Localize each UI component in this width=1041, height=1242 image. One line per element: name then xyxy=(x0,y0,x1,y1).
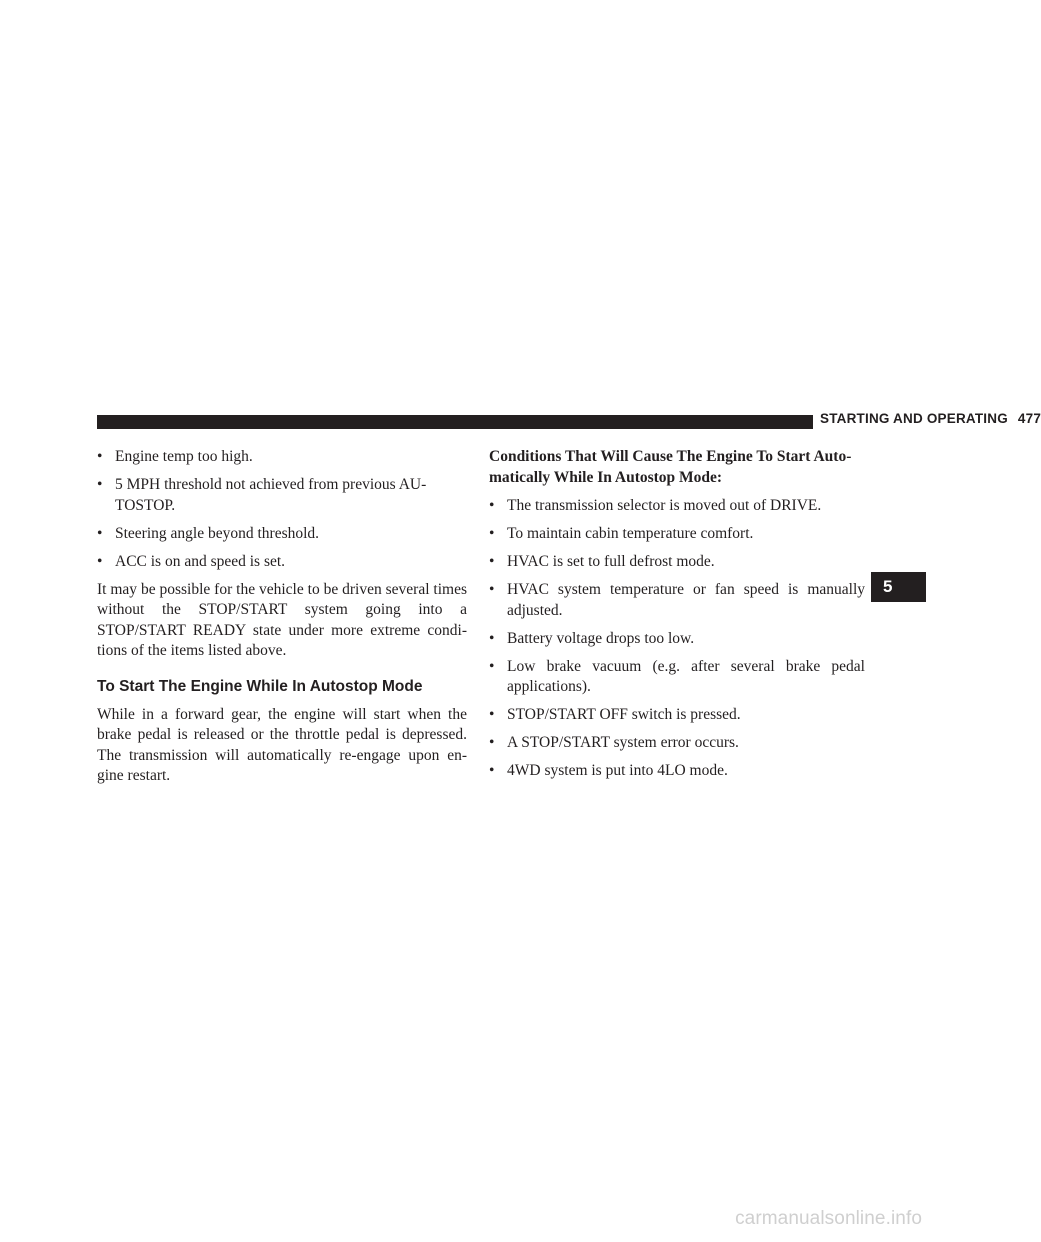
watermark: carmanualsonline.info xyxy=(735,1208,922,1229)
right-bullet-list xyxy=(489,496,865,782)
bullet-icon: • xyxy=(489,734,495,751)
list-item-text: To maintain cabin temperature comfort. xyxy=(507,525,754,542)
bullet-icon: • xyxy=(489,525,495,542)
list-item xyxy=(489,496,865,517)
left-bullet-list xyxy=(97,447,467,572)
bullet-icon: • xyxy=(489,581,495,598)
bullet-icon: • xyxy=(489,762,495,779)
left-column xyxy=(97,447,467,795)
list-item-text: A STOP/START system error occurs. xyxy=(507,734,739,751)
list-item xyxy=(97,475,467,516)
list-item-text: 4WD system is put into 4LO mode. xyxy=(507,762,728,779)
conditions-heading: Conditions That Will Cause The Engine To Start Auto- matically While In Autostop Mode: xyxy=(489,448,852,486)
header-rule xyxy=(97,415,813,429)
list-item-text: HVAC is set to full defrost mode. xyxy=(507,553,715,570)
list-item-text: STOP/START OFF switch is pressed. xyxy=(507,706,741,723)
running-header xyxy=(820,411,1041,426)
list-item xyxy=(97,524,467,545)
list-item-text: ACC is on and speed is set. xyxy=(115,552,286,570)
section-subheading: To Start The Engine While In Autostop Mode xyxy=(97,677,423,695)
bullet-icon: • xyxy=(489,629,495,647)
bullet-icon: • xyxy=(489,706,495,723)
list-item xyxy=(489,761,865,782)
list-item-text: The transmission selector is moved out of DRIVE. xyxy=(507,497,822,514)
bullet-icon: • xyxy=(489,657,495,675)
page-number: 477 xyxy=(1017,411,1041,426)
list-item xyxy=(489,580,865,621)
list-item xyxy=(489,733,865,754)
list-item xyxy=(97,447,467,468)
list-item-text: Battery voltage drops too low. xyxy=(507,629,695,647)
body-paragraph: It may be possible for the vehicle to be driven several times without the STOP/START system going into a STOP/START READY state under more extreme condi- tions of the items listed above. xyxy=(97,580,467,659)
bullet-icon: • xyxy=(97,448,103,465)
list-item-text: Steering angle beyond threshold. xyxy=(115,524,320,542)
bullet-icon: • xyxy=(97,524,103,542)
body-paragraph-2: While in a forward gear, the engine will start when the brake pedal is released or the throttle pedal is depressed. The transmission will automatically re-engage upon en- gine restart. xyxy=(97,705,467,784)
list-item xyxy=(489,657,865,698)
chapter-tab: 5 xyxy=(871,572,926,602)
bullet-icon: • xyxy=(97,552,103,570)
list-item xyxy=(97,552,467,573)
list-item xyxy=(489,524,865,545)
bullet-icon: • xyxy=(489,497,495,514)
right-column xyxy=(489,447,865,789)
bullet-icon: • xyxy=(97,476,103,493)
list-item xyxy=(489,629,865,650)
section-title: STARTING AND OPERATING xyxy=(820,411,1008,426)
list-item-text: 5 MPH threshold not achieved from previous AU- TOSTOP. xyxy=(115,476,427,514)
list-item xyxy=(489,705,865,726)
list-item-text: Low brake vacuum (e.g. after several brake pedal applications). xyxy=(507,657,865,695)
list-item xyxy=(489,552,865,573)
list-item-text: Engine temp too high. xyxy=(115,448,253,465)
bullet-icon: • xyxy=(489,553,495,570)
list-item-text: HVAC system temperature or fan speed is manually adjusted. xyxy=(507,581,865,619)
